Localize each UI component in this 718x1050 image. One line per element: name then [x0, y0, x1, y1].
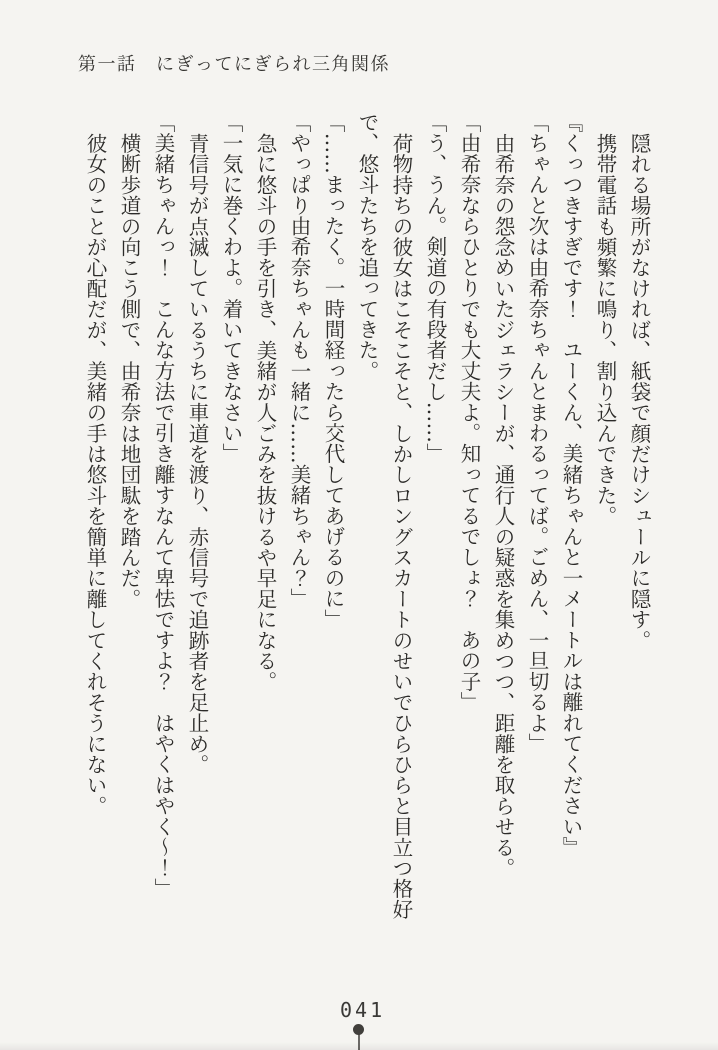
paragraph: 「ちゃんと次は由希奈ちゃんとまわるってば。ごめん、一旦切るよ」 [525, 112, 549, 754]
paragraph: 荷物持ちの彼女はこそこそと、しかしロングスカートのせいでひらひらと目立つ格好で、悠斗たちを追ってきた。 [355, 112, 413, 920]
page-number: 041 [340, 998, 386, 1022]
paragraph: 「一気に巻くわよ。着いてきなさい」 [219, 112, 243, 464]
paragraph: 彼女のことが心配だが、美緒の手は悠斗を簡単に離してくれそうにない。 [83, 132, 107, 816]
paragraph: 「美緒ちゃんっ！ こんな方法で引き離すなんて卑怯ですよ？ はやくはやく～！」 [151, 112, 175, 899]
paragraph: 「やっぱり由希奈ちゃんも一緒に……美緒ちゃん？」 [287, 112, 311, 609]
body-text [78, 112, 656, 958]
paragraph: 横断歩道の向こう側で、由希奈は地団駄を踏んだ。 [117, 132, 141, 609]
paragraph: 携帯電話も頻繁に鳴り、割り込んできた。 [593, 132, 617, 526]
paragraph: 「由希奈ならひとりでも大丈夫よ。知ってるでしょ？ あの子」 [457, 112, 481, 713]
paragraph: 由希奈の怨念めいたジェラシーが、通行人の疑惑を集めつつ、距離を取らせる。 [491, 132, 515, 878]
paragraph: 「……まったく。一時間経ったら交代してあげるのに」 [321, 112, 345, 630]
paragraph: 急に悠斗の手を引き、美緒が人ごみを抜けるや早足になる。 [253, 132, 277, 692]
paragraph: 青信号が点滅しているうちに車道を渡り、赤信号で追跡者を足止め。 [185, 132, 209, 775]
chapter-header: 第一話 にぎってにぎられ三角関係 [78, 54, 390, 75]
paragraph: 「う、うん。剣道の有段者だし……」 [423, 112, 447, 464]
paragraph: 隠れる場所がなければ、紙袋で顔だけシュールに隠す。 [627, 132, 651, 650]
binding-dot-ornament [353, 1024, 364, 1035]
paragraph: 『くっつきすぎです！ ユーくん、美緒ちゃんと一メートルは離れてください』 [559, 112, 583, 858]
binding-line-ornament [358, 1033, 360, 1050]
